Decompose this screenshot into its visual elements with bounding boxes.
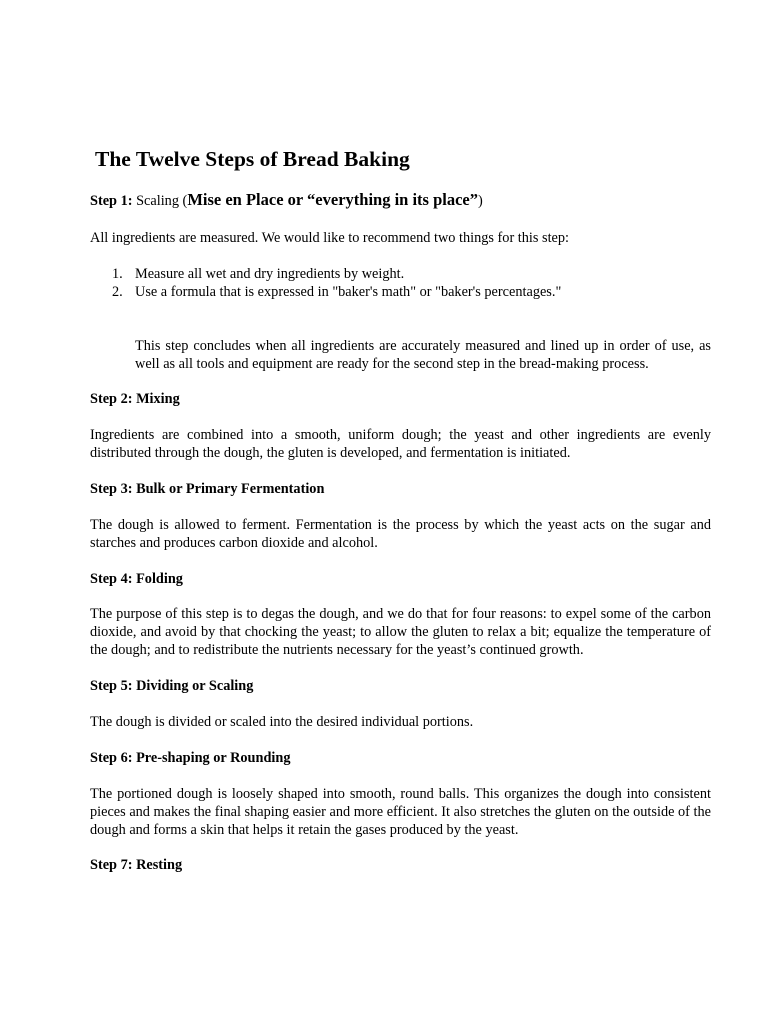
step-7-heading: Step 7: Resting	[90, 857, 183, 873]
step-1-open-paren: (	[182, 193, 188, 209]
step-4-heading: Step 4: Folding	[90, 571, 183, 587]
step-6-heading: Step 6: Pre-shaping or Rounding	[90, 750, 291, 766]
list-item-number: 1.	[112, 266, 123, 282]
step-2-heading: Step 2: Mixing	[90, 391, 180, 407]
document-page	[90, 0, 711, 1024]
step-3-heading: Step 3: Bulk or Primary Fermentation	[90, 481, 325, 497]
step-1-intro: All ingredients are measured. We would like to recommend two things for this step:	[90, 230, 570, 246]
list-item	[90, 265, 561, 283]
document-title: The Twelve Steps of Bread Baking	[95, 147, 410, 171]
list-item-text: Use a formula that is expressed in "baker's math" or "baker's percentages."	[135, 284, 562, 300]
step-1-mise-en-place: Mise en Place or “everything in its place”	[187, 190, 478, 209]
list-item-text: Measure all wet and dry ingredients by weight.	[135, 266, 405, 282]
step-2-body: Ingredients are combined into a smooth, uniform dough; the yeast and other ingredients are evenly distributed through the dough, the gluten is developed, and fermentation is initiated.	[90, 427, 711, 461]
step-1-scaling: Scaling	[136, 193, 179, 209]
step-5-body: The dough is divided or scaled into the desired individual portions.	[90, 714, 474, 730]
step-1-heading	[90, 191, 483, 210]
step-5-heading: Step 5: Dividing or Scaling	[90, 678, 254, 694]
step-1-list	[90, 265, 561, 301]
step-6-body: The portioned dough is loosely shaped into smooth, round balls. This organizes the dough into consistent pieces and makes the final shaping easier and more efficient. It also stretches the gluten on the outside of the dough and forms a skin that helps it retain the gases produced by the yeast.	[90, 786, 711, 838]
step-3-body: The dough is allowed to ferment. Fermentation is the process by which the yeast acts on the sugar and starches and produces carbon dioxide and alcohol.	[90, 517, 711, 551]
list-item-number: 2.	[112, 284, 123, 300]
step-1-close-paren: )	[478, 193, 483, 209]
step-4-body: The purpose of this step is to degas the dough, and we do that for four reasons: to expel some of the carbon dioxide, and avoid by that chocking the yeast; to allow the gluten to relax a bit; equalize the temperature of the dough; and to redistribute the nutrients necessary for the yeast’s continued growth.	[90, 606, 711, 658]
step-1-conclusion: This step concludes when all ingredients are accurately measured and lined up in order of use, as well as all tools and equipment are ready for the second step in the bread-making process.	[135, 338, 711, 372]
step-1-label: Step 1:	[90, 193, 133, 209]
list-item	[90, 283, 561, 301]
